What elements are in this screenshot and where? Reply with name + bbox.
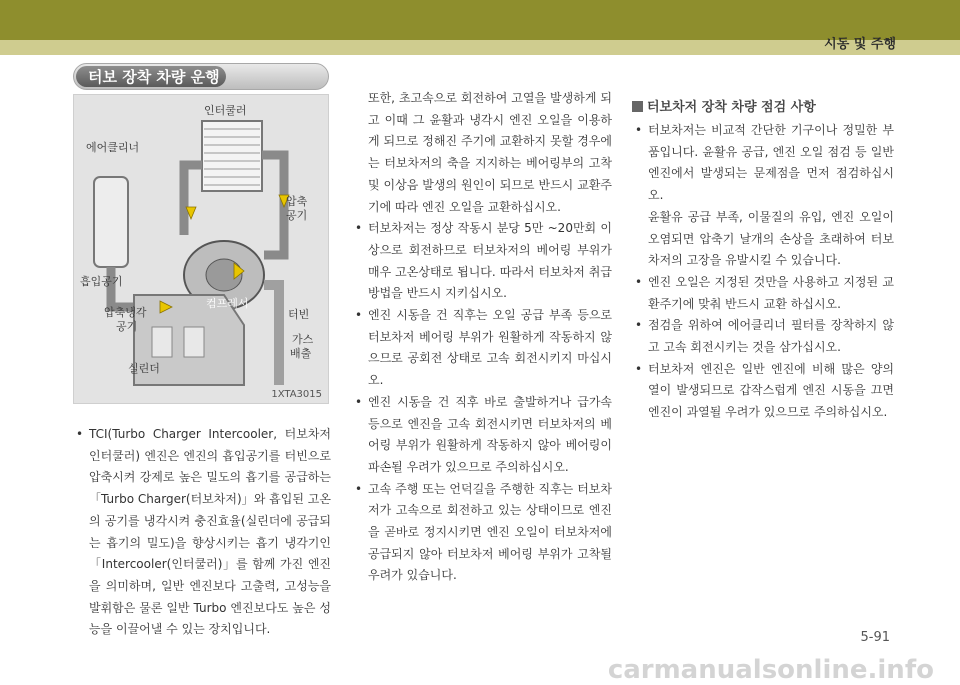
page-number: 5-91 (860, 630, 890, 645)
section-title-pill (73, 63, 329, 90)
list-item: • 엔진 오일은 지정된 것만을 사용하고 지정된 교환주기에 맞춰 반드시 교환 하십시오. (632, 272, 894, 315)
check-items-heading (632, 96, 816, 115)
air-cleaner-shape (94, 177, 128, 267)
exhaust-pipe (264, 285, 279, 385)
label-intercooler: 인터쿨러 (204, 104, 247, 117)
header-stripe (0, 0, 960, 40)
figure-code: 1XTA3015 (271, 389, 322, 400)
label-compressor: 컴프레서 (206, 297, 249, 310)
list-item-sub: 윤활유 공급 부족, 이물질의 유입, 엔진 오일이 오염되면 압축기 날개의 손상을 초래하여 터보차저의 고장을 유발시킬 수 있습니다. (648, 209, 894, 268)
page-title: 터보 장착 차량 운행 (88, 68, 220, 86)
cooled-air-pipe (184, 165, 202, 235)
left-column (73, 424, 331, 641)
compressed-air-pipe (262, 155, 284, 255)
label-cylinder: 실린더 (128, 362, 160, 375)
label-compressed-air-1: 압축 (286, 195, 308, 208)
cylinder-shape-2 (184, 327, 204, 357)
label-exhaust-1: 가스 (292, 333, 314, 346)
list-item: • 터보차저는 비교적 간단한 기구이나 정밀한 부품입니다. 윤활유 공급, 엔진 오일 점검 등 일반 엔진에서 발생되는 문제점을 먼저 점검하십시오. (632, 120, 894, 207)
list-item: • 엔진 시동을 건 직후는 오일 공급 부족 등으로 터보차저 베어링 부위가 원활하게 작동하지 않으므로 공회전 상태로 고속 회전시키지 마십시오. (352, 305, 612, 392)
list-item: • 터보차저 엔진은 일반 엔진에 비해 많은 양의 열이 발생되므로 갑작스럽게 엔진 시동을 끄면 엔진이 과열될 우려가 있으므로 주의하십시오. (632, 359, 894, 424)
list-item: • 고속 주행 또는 언덕길을 주행한 직후는 터보차저가 고속으로 회전하고 있는 상태이므로 엔진을 곧바로 정지시키면 엔진 오일이 터보차저에 공급되지 않아 터보차저 베어링 부위가 고착될 우려가 있습니다. (352, 479, 612, 588)
label-compressed-air-2: 공기 (286, 209, 308, 222)
tci-description: • TCI(Turbo Charger Intercooler, 터보차저 인터쿨러) 엔진은 엔진의 흡입공기를 터빈으로 압축시켜 강제로 높은 밀도의 흡기를 공급하는 「Turbo Charger(터보차저)」와 흡입된 고온의 공기를 냉각시켜 충진효율(실린더에 공급되는 흡기의 밀도)을 향상시키는 흡기 냉각기인 「Intercooler(인터쿨러)」를 함께 가진 엔진을 의미하며, 일반 엔진보다 고출력, 고성능을 발휘함은 물론 일반 Turbo 엔진보다도 높은 성능을 이끌어낼 수 있는 장치입니다. (73, 424, 331, 641)
list-item: • 점검을 위하여 에어클리너 필터를 장착하지 않고 고속 회전시키는 것을 삼가십시오. (632, 315, 894, 358)
list-item: • 엔진 시동을 건 직후 바로 출발하거나 급가속 등으로 엔진을 고속 회전시키면 터보차저의 베어링 부위가 원활하게 작동하지 않아 베어링이 파손될 우려가 있으므로 주의하십시오. (352, 392, 612, 479)
watermark-bar (0, 655, 960, 685)
list-item: • 터보차저는 정상 작동시 분당 5만 ~20만회 이상으로 회전하므로 터보차저의 베어링 부위가 매우 고온상태로 됩니다. 따라서 터보차저 취급방법을 반드시 지키십시오. (352, 218, 612, 305)
turbo-diagram (73, 94, 329, 404)
continuation-paragraph: 또한, 초고속으로 회전하여 고열을 발생하게 되고 이때 그 윤활과 냉각시 엔진 오일을 이용하게 되므로 정해진 주기에 교환하지 못할 경우에는 터보차저의 축을 지지하는 베어링부의 고착 및 이상음 발생의 원인이 되므로 반드시 교환주기에 따라 엔진 오일을 교환하십시오. (368, 91, 612, 214)
header-band (0, 0, 960, 55)
right-column (632, 120, 894, 424)
label-turbine: 터빈 (288, 308, 310, 321)
watermark-text: carmanualsonline.info (607, 655, 934, 685)
label-exhaust-2: 배출 (290, 347, 312, 360)
label-cooled-air-2: 공기 (116, 320, 138, 333)
cylinder-shape (152, 327, 172, 357)
label-cooled-air-1: 압축냉각 (104, 306, 147, 319)
label-air-cleaner: 에어클리너 (86, 141, 140, 154)
square-bullet-icon (632, 101, 643, 112)
check-items-heading-text: 터보차저 장착 차량 점검 사항 (647, 100, 816, 115)
middle-column (352, 88, 612, 587)
section-label: 시동 및 주행 (824, 37, 896, 52)
label-intake-air: 흡입공기 (80, 275, 123, 288)
intercooler-shape (202, 121, 262, 191)
